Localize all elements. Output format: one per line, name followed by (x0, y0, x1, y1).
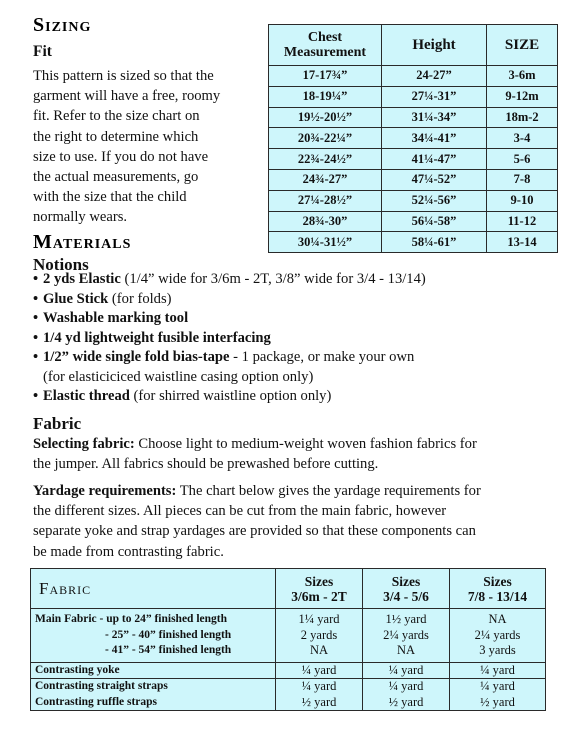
size-range: 7/8 - 13/14 (467, 588, 528, 604)
size-column-header (450, 569, 546, 609)
size-cell: 18m-2 (487, 107, 558, 128)
notion-name: Glue Stick (43, 290, 109, 307)
notion-detail: (1/4” wide for 3/6m - 2T, 3/8” wide for 3/4 - 13/14) (120, 271, 426, 287)
size-cell: 3-4 (487, 128, 558, 149)
fit-line: normally wears. (33, 209, 128, 226)
fit-heading: Fit (33, 43, 52, 60)
yardage-value: NA (488, 612, 507, 626)
list-item (33, 348, 553, 387)
size-cell: 3-6m (487, 66, 558, 87)
height-cell: 27¼-31” (382, 86, 487, 107)
table-row (269, 190, 558, 211)
height-cell: 52¼-56” (382, 190, 487, 211)
table-row (269, 149, 558, 170)
chest-cell: 19½-20½” (269, 107, 382, 128)
fit-line: size to use. If you do not have (33, 148, 209, 165)
notion-name: Elastic thread (43, 388, 130, 404)
yardage-value: NA (309, 643, 329, 657)
table-row (31, 662, 546, 679)
yardage-value: ½ yard (276, 695, 363, 711)
notion-detail: (for shirred waistline option only) (129, 388, 332, 404)
size-cell: 7-8 (487, 169, 558, 190)
size-chart-header-row (269, 25, 558, 66)
yardage-text: be made from contrasting fabric. (33, 543, 224, 560)
list-item (33, 387, 553, 407)
table-row (31, 679, 546, 695)
yardage-value: ¼ yard (450, 662, 546, 679)
yardage-header-row (31, 569, 546, 609)
fit-line: fit. Refer to the size chart on (33, 108, 200, 125)
chest-header (269, 25, 382, 66)
fit-line: This pattern is sized so that the (33, 68, 214, 84)
selecting-fabric-paragraph (33, 434, 558, 474)
chest-cell: 18-19¼” (269, 86, 382, 107)
chest-cell: 24¾-27” (269, 169, 382, 190)
yardage-paragraph (33, 481, 563, 562)
notion-name: 1/4 yd lightweight fusible interfacing (43, 329, 271, 346)
height-cell: 41¼-47” (382, 149, 487, 170)
yardage-value: 2 yards (300, 627, 338, 642)
sizes-label: Sizes (304, 573, 334, 589)
yardage-value: ½ yard (450, 695, 546, 711)
yardage-text: separate yoke and strap yardages are provided so that these components can (33, 523, 476, 540)
list-item (33, 309, 553, 329)
row-label: Contrasting straight straps (31, 679, 276, 695)
list-item (33, 290, 553, 310)
yardage-value: ¼ yard (276, 662, 363, 679)
size-cell: 9-10 (487, 190, 558, 211)
row-label: Contrasting ruffle straps (31, 695, 276, 711)
main-fabric-line: - 25” - 40” finished length (105, 628, 232, 641)
fit-paragraph (33, 66, 263, 228)
main-fabric-values (450, 609, 546, 663)
notion-name: 2 yds Elastic (43, 271, 121, 287)
selecting-label: Selecting fabric: (33, 436, 135, 452)
main-fabric-label (31, 609, 276, 663)
yardage-value: ¼ yard (450, 679, 546, 695)
notion-continuation: (for elasticiciced waistline casing option only) (43, 368, 314, 385)
fit-line: the right to determine which (33, 128, 199, 145)
height-cell: 24-27” (382, 66, 487, 87)
notion-detail: - 1 package, or make your own (229, 349, 415, 365)
yardage-value: ¼ yard (363, 679, 450, 695)
yardage-label: Yardage requirements: (33, 483, 177, 499)
sizes-label: Sizes (391, 573, 421, 589)
notions-list (33, 270, 553, 407)
main-fabric-values (276, 609, 363, 663)
size-header: SIZE (487, 25, 558, 66)
row-label: Contrasting yoke (31, 662, 276, 679)
sizing-heading: Sizing (33, 14, 92, 36)
height-cell: 34¼-41” (382, 128, 487, 149)
selecting-text: the jumper. All fabrics should be prewashed before cutting. (33, 456, 379, 473)
height-cell: 56¼-58” (382, 211, 487, 232)
height-cell: 58¼-61” (382, 232, 487, 253)
fit-line: with the size that the child (33, 189, 187, 206)
chest-cell: 20¾-22¼” (269, 128, 382, 149)
list-item (33, 270, 553, 290)
yardage-value: 2¼ yards (474, 627, 521, 642)
list-item (33, 329, 553, 349)
table-row (269, 86, 558, 107)
yardage-value: 1½ yard (385, 612, 427, 626)
table-row (269, 66, 558, 87)
selecting-text: Choose light to medium-weight woven fashion fabrics for (134, 436, 477, 452)
size-cell: 13-14 (487, 232, 558, 253)
main-fabric-values (363, 609, 450, 663)
yardage-value: 3 yards (479, 643, 516, 657)
size-column-header (363, 569, 450, 609)
yardage-value: ¼ yard (363, 662, 450, 679)
fit-line: garment will have a free, roomy (33, 88, 221, 105)
notion-name: Washable marking tool (43, 310, 189, 326)
chest-header-line: Measurement (283, 45, 367, 60)
main-fabric-line: - 41” - 54” finished length (105, 644, 232, 656)
yardage-text: The chart below gives the yardage requirements for (176, 483, 481, 499)
chest-cell: 27¼-28½” (269, 190, 382, 211)
notion-detail: (for folds) (108, 290, 172, 307)
notions-heading: Notions (33, 255, 89, 274)
notion-name: 1/2” wide single fold bias-tape (43, 349, 230, 365)
table-row (269, 107, 558, 128)
height-header: Height (382, 25, 487, 66)
size-cell: 5-6 (487, 149, 558, 170)
chest-cell: 30¼-31½” (269, 232, 382, 253)
materials-heading: Materials (33, 231, 132, 253)
yardage-value: ½ yard (363, 695, 450, 711)
table-row (269, 232, 558, 253)
height-cell: 47¼-52” (382, 169, 487, 190)
main-fabric-line: Main Fabric - up to 24” finished length (35, 613, 228, 625)
yardage-chart-table (30, 568, 546, 711)
yardage-value: ¼ yard (276, 679, 363, 695)
yardage-value: 2¼ yards (383, 627, 429, 642)
size-column-header (276, 569, 363, 609)
height-cell: 31¼-34” (382, 107, 487, 128)
table-row (269, 211, 558, 232)
table-row (31, 609, 546, 663)
fit-line: the actual measurements, go (33, 169, 199, 186)
fabric-column-header: Fabric (31, 569, 276, 609)
yardage-text: the different sizes. All pieces can be cut from the main fabric, however (33, 503, 447, 520)
fabric-heading: Fabric (33, 414, 82, 433)
table-row (31, 695, 546, 711)
yardage-value: NA (396, 643, 416, 657)
size-cell: 11-12 (487, 211, 558, 232)
chest-cell: 28¾-30” (269, 211, 382, 232)
yardage-value: 1¼ yard (298, 612, 340, 626)
chest-cell: 22¾-24½” (269, 149, 382, 170)
size-range: 3/4 - 5/6 (383, 588, 429, 604)
size-range: 3/6m - 2T (291, 588, 347, 604)
table-row (269, 169, 558, 190)
size-cell: 9-12m (487, 86, 558, 107)
size-chart-table (268, 24, 558, 253)
sizes-label: Sizes (483, 573, 512, 589)
table-row (269, 128, 558, 149)
chest-header-line: Chest (307, 30, 343, 45)
chest-cell: 17-17¾” (269, 66, 382, 87)
